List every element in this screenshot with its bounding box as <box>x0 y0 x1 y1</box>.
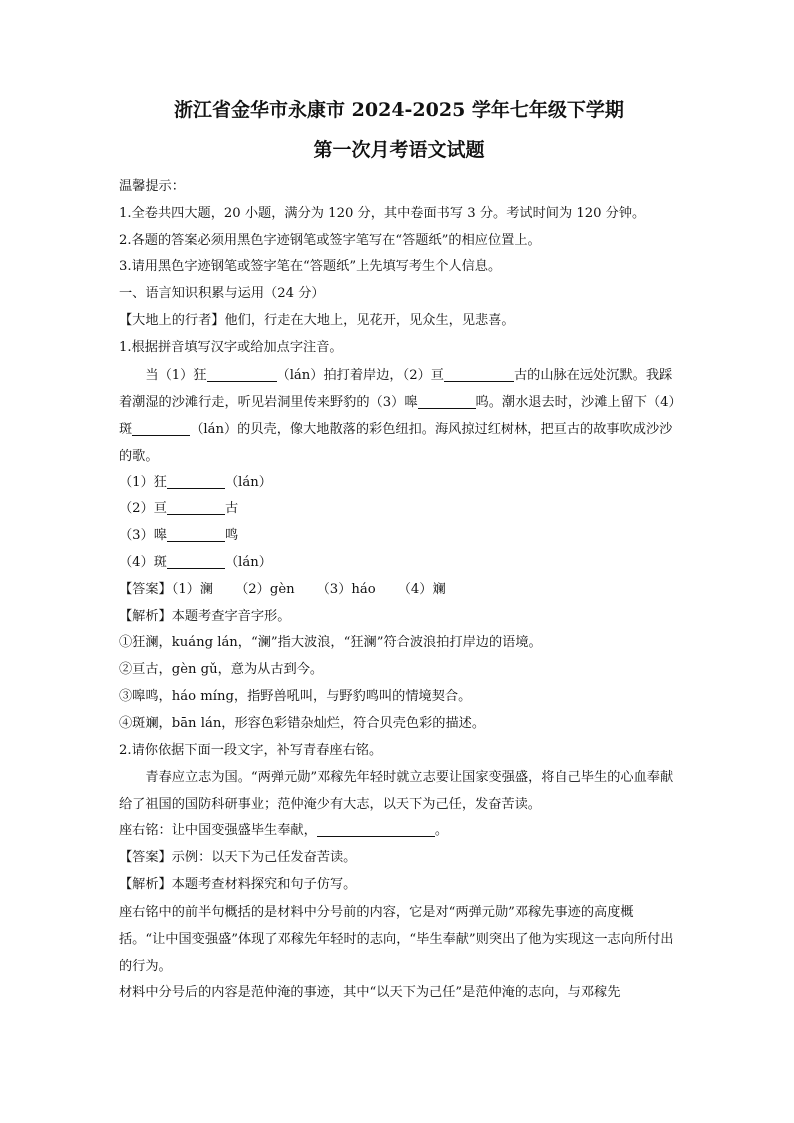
passage-text: 呜。潮水退去时，沙滩上留下（4）斑 <box>119 394 676 437</box>
answer-blank <box>167 526 225 542</box>
answer-blank <box>167 553 225 569</box>
analysis-label: 【解析】 <box>119 608 172 624</box>
analysis-point-1: ①狂澜，kuáng lán，“澜”指大波浪，“狂澜”符合波浪拍打岸边的语境。 <box>119 635 542 651</box>
question1-item-4: （4）斑 （lán） <box>119 554 272 570</box>
question2-analysis-para1: 座右铭中的前半句概括的是材料中分号前的内容，它是对“两弹元勋”邓稼先事迹的高度概括。“让中国变强盛”体现了邓稼先年轻时的志向，“毕生奉献”则突出了他为实现这一志向所付出的行为。 <box>119 904 674 974</box>
passage-text: 古的山脉在远处沉默。我踩着潮湿的沙滩行走，听见岩洞里传来野豹的（3）嗥 <box>119 367 673 410</box>
question2-passage: 青春应立志为国。“两弹元勋”邓稼先年轻时就立志要让国家变强盛，将自己毕生的心血奉献给了祖国的国防科研事业；范仲淹少有大志，以天下为己任，发奋苦读。 <box>119 770 674 813</box>
question1-passage <box>119 362 679 470</box>
analysis-point-4: ④斑斓，bān lán，形容色彩错杂灿烂，符合贝壳色彩的描述。 <box>119 715 486 731</box>
question2-analysis-para2: 材料中分号后的内容是范仲淹的事迹，其中“以天下为己任”是范仲淹的志向，与邓稼先 <box>119 984 621 1000</box>
passage-text: （lán）拍打着岸边，（2）亘 <box>276 367 444 383</box>
answer-blank <box>207 366 277 382</box>
question1-item-3: （3）嗥 鸣 <box>119 528 239 544</box>
exam-title-line1: 浙江省金华市永康市 2024-2025 学年七年级下学期 <box>174 99 624 121</box>
tip-item-2: 2.各题的答案必须用黑色字迹钢笔或签字笔写在“答题纸”的相应位置上。 <box>119 232 541 248</box>
section1-heading: 一、语言知识积累与运用（24 分） <box>119 286 325 302</box>
exam-page <box>119 92 679 1007</box>
tip-item-3: 3.请用黑色字迹钢笔或签字笔在“答题纸”上先填写考生个人信息。 <box>119 259 502 275</box>
section1-intro: 【大地上的行者】他们，行走在大地上，见花开，见众生，见悲喜。 <box>119 312 515 328</box>
tip-item-1: 1.全卷共四大题，20 小题，满分为 120 分，其中卷面书写 3 分。考试时间为 120 分钟。 <box>119 205 646 221</box>
passage-text: （lán）的贝壳，像大地散落的彩色纽扣。海风掠过红树林，把亘古的故事吹成沙沙的歌。 <box>119 421 673 464</box>
question1-analysis: 【解析】本题考查字音字形。 <box>119 608 291 624</box>
question1-item-2: （2）亘 古 <box>119 501 239 517</box>
answer-blank <box>167 473 225 489</box>
question1-stem: 1.根据拼音填写汉字或给加点字注音。 <box>119 339 343 355</box>
question2-stem: 2.请你依据下面一段文字，补写青春座右铭。 <box>119 742 383 758</box>
analysis-point-2: ②亘古，gèn gǔ，意为从古到今。 <box>119 662 324 678</box>
tips-heading: 温馨提示： <box>119 179 185 194</box>
answer-blank <box>444 366 514 382</box>
question1-item-1: （1）狂 （lán） <box>119 474 272 490</box>
answer-blank <box>167 499 225 515</box>
question2-motto: 座右铭：让中国变强盛毕生奉献， 。 <box>119 823 448 839</box>
analysis-point-3: ③嗥鸣，háo míng，指野兽吼叫，与野豹鸣叫的情境契合。 <box>119 688 472 704</box>
exam-title-line2: 第一次月考语文试题 <box>313 139 485 161</box>
answer-label: 【答案】 <box>119 581 172 597</box>
question1-answer: 【答案】（1）澜 （2）gèn （3）háo （4）斓 <box>119 581 446 597</box>
answer-blank <box>418 393 476 409</box>
question2-analysis: 【解析】本题考查材料探究和句子仿写。 <box>119 876 357 892</box>
passage-text: 当（1）狂 <box>145 367 207 383</box>
question2-answer: 【答案】示例：以天下为己任发奋苦读。 <box>119 850 357 866</box>
answer-blank <box>132 420 190 436</box>
answer-label: 【答案】 <box>119 850 172 866</box>
answer-blank <box>317 821 435 837</box>
analysis-label: 【解析】 <box>119 876 172 892</box>
